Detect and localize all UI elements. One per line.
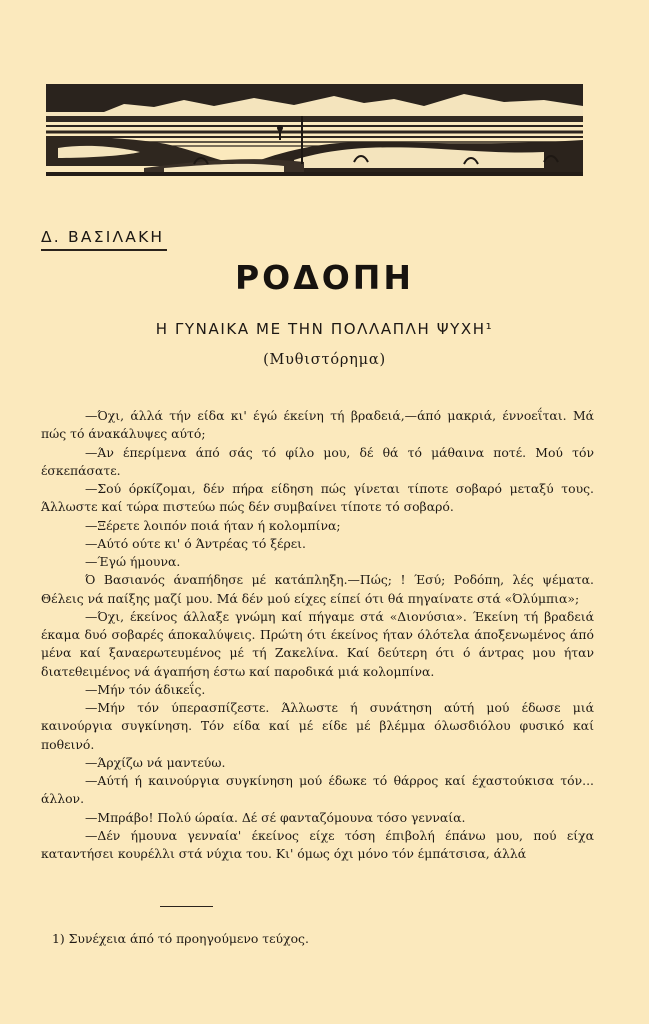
story-subtitle: Η ΓΥΝΑΙΚΑ ΜΕ ΤΗΝ ΠΟΛΛΑΠΛΗ ΨΥΧΗ¹ (155, 320, 494, 338)
genre-label: (Μυθιστόρημα) (263, 352, 386, 368)
paragraph: —Άρχίζω νά μαντεύω. (85, 754, 226, 770)
paragraph: —Μπράβο! Πολύ ώραία. Δέ σέ φανταζόμουνα τόσο γενναία. (85, 809, 466, 825)
story-body (41, 407, 594, 863)
paragraph: —Σού όρκίζομαι, δέν πήρα είδηση πώς γίνεται τίποτε σοβαρό μεταξύ τους. Άλλωστε καί τώρα πιστεύω πώς δέν συμβαίνει τίποτε τό σοβαρό. (41, 481, 594, 515)
paragraph: —Έγώ ήμουνα. (85, 554, 181, 569)
author-underline (41, 249, 167, 251)
paragraph: —Δέν ήμουνα γενναία' έκείνος είχε τόση έπιβολή έπάνω μου, πού είχα καταντήσει κουρέλλι στά νύχια του. Κι' όμως όχι μόνο τόν έμπάτσισα, άλλά (41, 827, 594, 861)
paragraph: —Όχι, έκείνος άλλαξε γνώμη καί πήγαμε στά «Διονύσια». Έκείνη τή βραδειά έκαμα δυό σοβαρές άποκαλύψεις. Πρώτη ότι έκείνος ήταν όλότελα άποξενωμένος άπό μένα καί ξαναερωτευμένος μέ τή Ζακελίνα. Καί δεύτερη ότι ό άντρας μου ήταν διατεθειμένος νά άγαπήση έστω καί παροδικά μιά κολομπίνα. (41, 608, 594, 679)
paragraph: —Μήν τόν ύπερασπίζεστε. Άλλωστε ή συνάτηση αύτή μού έδωσε μιά καινούργια συγκίνηση. Τόν είδα καί μέ είδε μέ βλέμμα όλωσδιόλου φυσικό καί ποθεινό. (41, 700, 594, 752)
paragraph: —Μήν τόν άδικεΐς. (85, 681, 206, 697)
landscape-illustration (44, 76, 585, 188)
paragraph: —Αύτό ούτε κι' ό Άντρέας τό ξέρει. (85, 535, 306, 551)
paragraph: —Όχι, άλλά τήν είδα κι' έγώ έκείνη τή βραδειά,—άπό μακριά, έννοεΐται. Μά πώς τό άνακάλυψες αύτό; (41, 408, 594, 442)
author-name: Δ. ΒΑΣΙΛΑΚΗ (41, 228, 165, 246)
story-title: ΡΟΔΟΠΗ (234, 258, 415, 297)
paragraph: Ό Βασιανός άναπήδησε μέ κατάπληξη.—Πώς; ! Έσύ; Ροδόπη, λές ψέματα. Θέλεις νά παίξης μαζί μου. Μά δέν μού είχες είπεί ότι θά πηγαίνατε στά «Όλύμπια»; (41, 572, 594, 606)
paragraph: —Άν έπερίμενα άπό σάς τό φίλο μου, δέ θά τό μάθαινα ποτέ. Μού τόν έσκεπάσατε. (41, 444, 594, 478)
landscape-vignette (44, 76, 585, 188)
paragraph: —Ξέρετε λοιπόν ποιά ήταν ή κολομπίνα; (85, 517, 341, 533)
footnote: 1) Συνέχεια άπό τό προηγούμενο τεύχος. (52, 931, 309, 946)
footnote-divider (160, 906, 213, 907)
paragraph: —Αύτή ή καινούργια συγκίνηση μού έδωκε τό θάρρος καί έχαστούκισα τόν... άλλον. (41, 773, 594, 807)
